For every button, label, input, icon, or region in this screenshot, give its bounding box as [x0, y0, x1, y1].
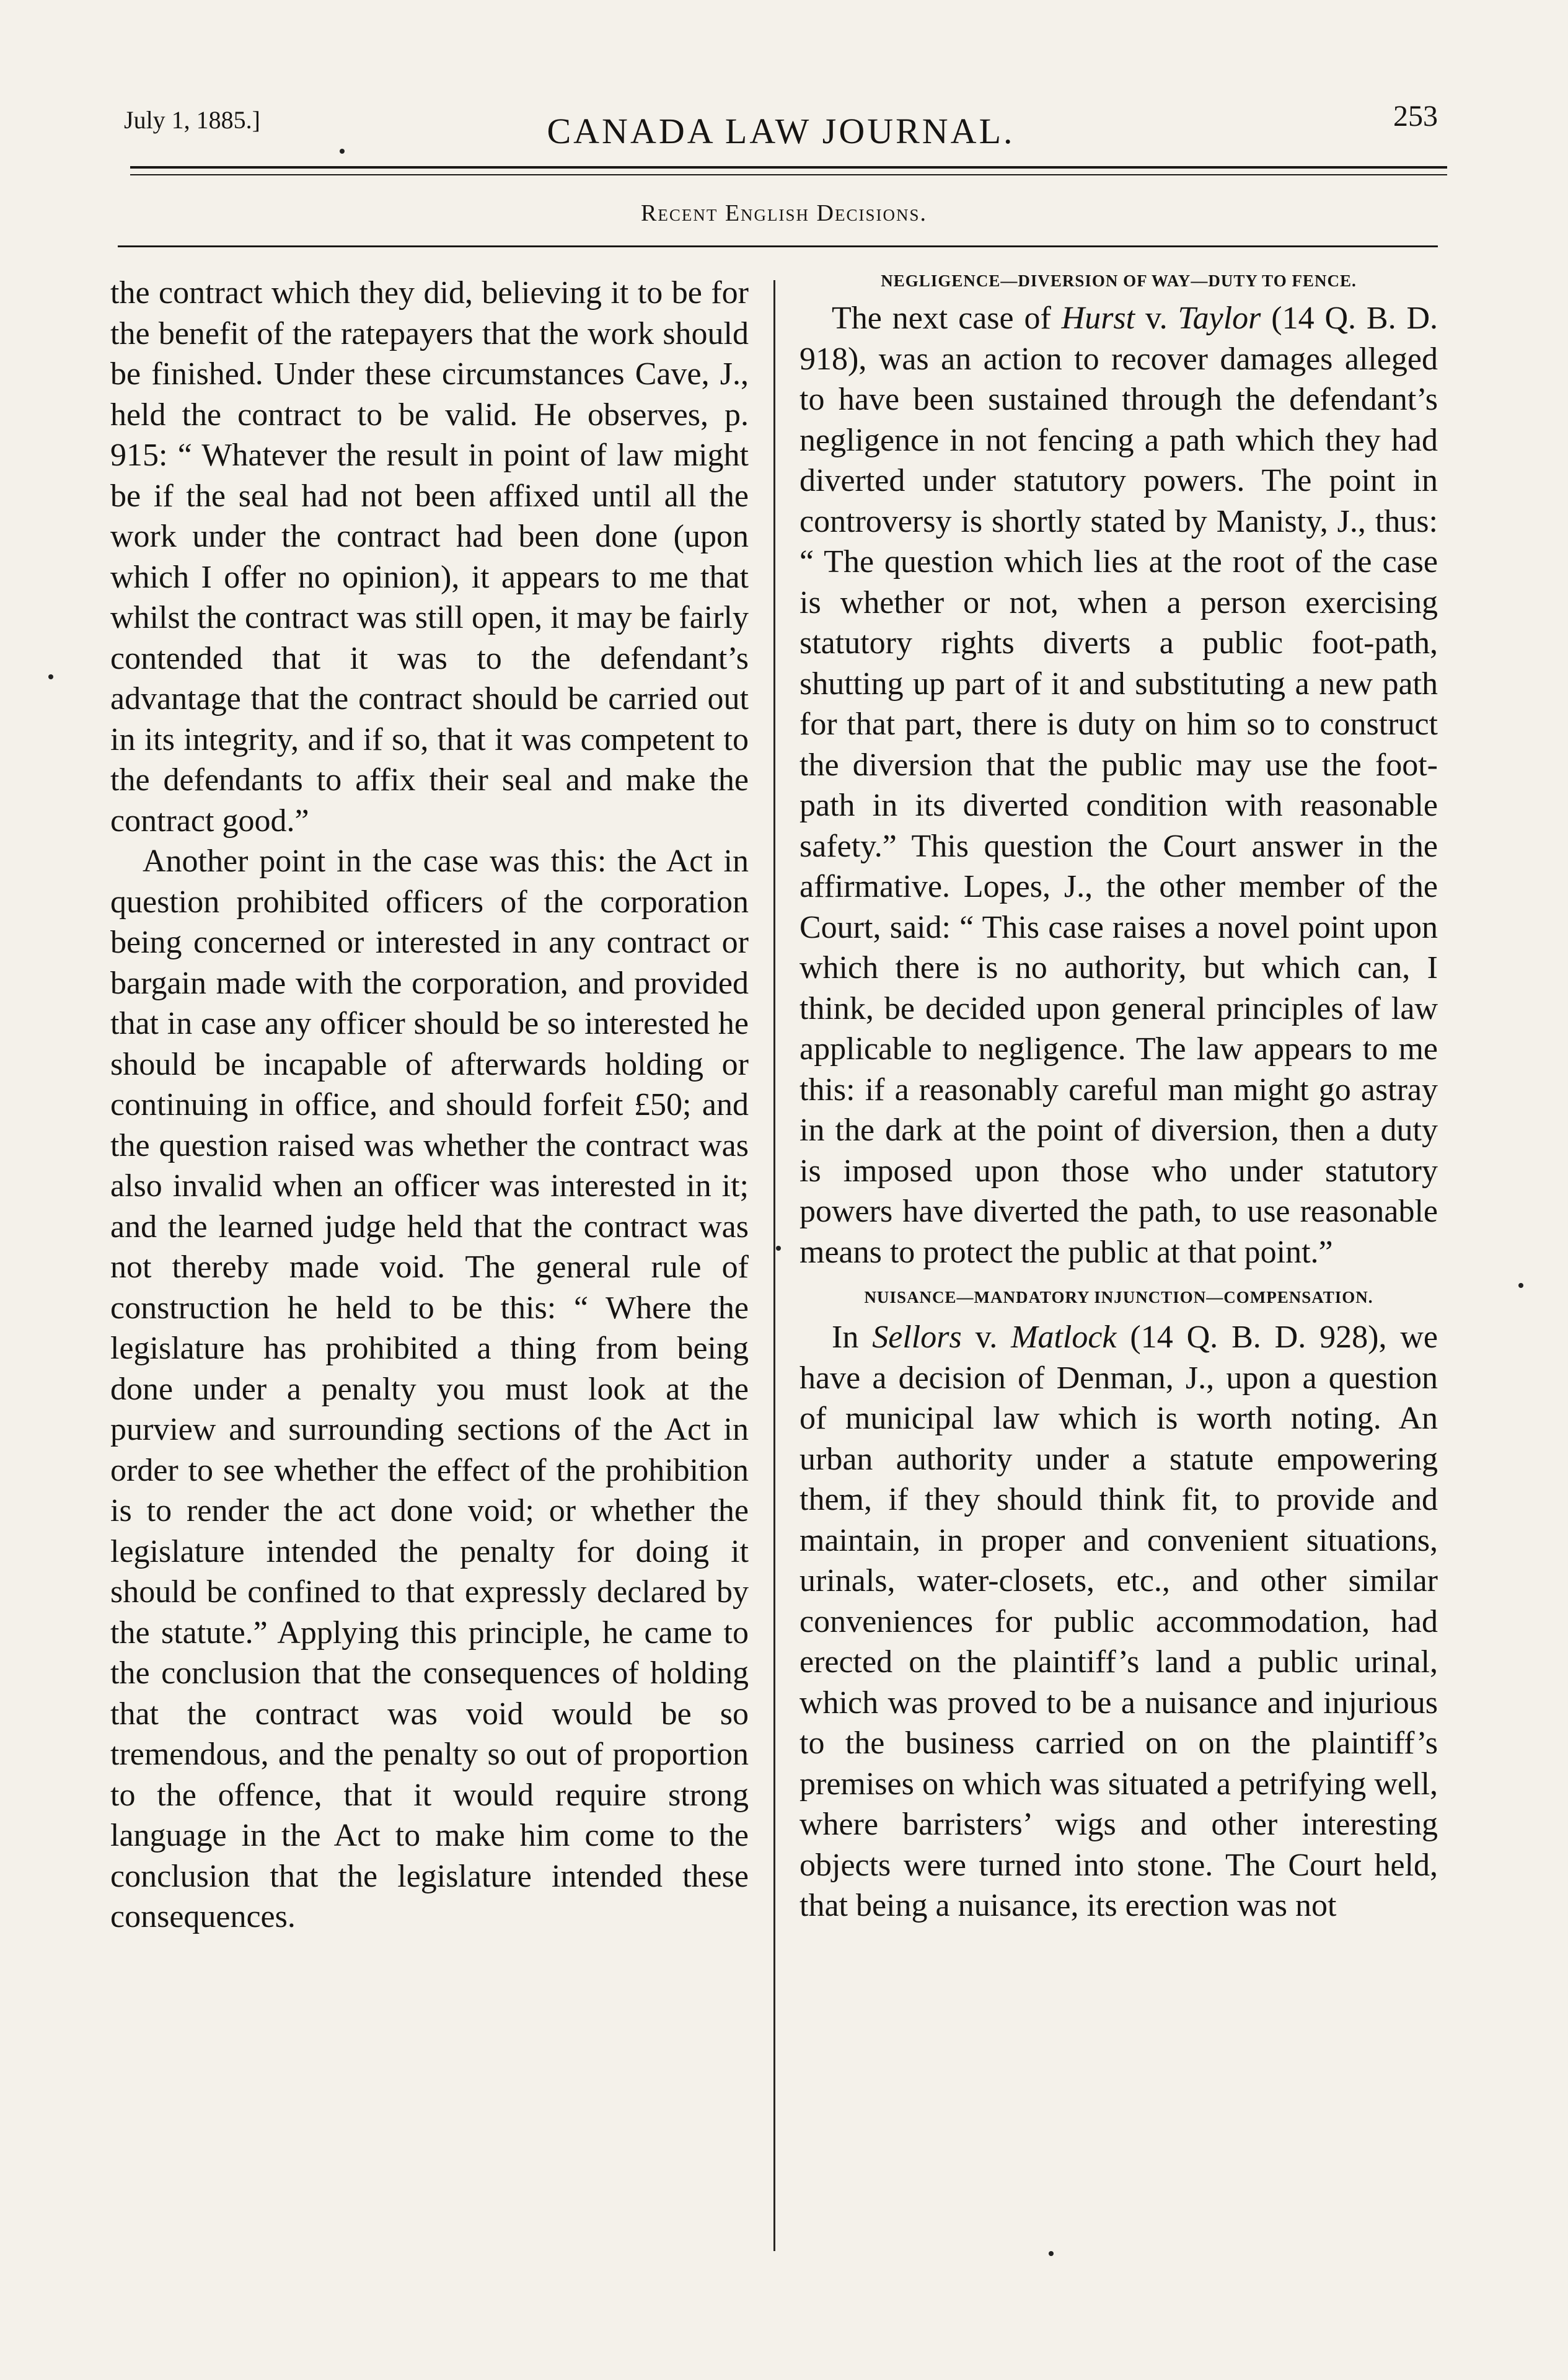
- left-paragraph-2: Another point in the case was this: the Act in question prohibited officers of the corporation being concerned or interested in any contract or bargain made with the corporation, and provided that in case any officer should be so interested he should be incapable of afterwards holding or continuing in office, and should forfeit £50; and the question raised was whether the contract was also invalid when an officer was interested in it; and the learned judge held that the contract was not thereby made void. The general rule of construction he held to be this: “ Where the legislature has prohibited a thing from being done under a penalty you must look at the purview and surrounding sections of the Act in order to see whether the effect of the prohibition is to render the act done void; or whether the legislature intended the penalty for doing it should be confined to that expressly declared by the statute.” Applying this principle, he came to the conclusion that the consequences of holding that the contract was void would be so tremendous, and the penalty so out of proportion to the offence, that it would require strong language in the Act to make him come to the conclusion that the legislature intended these consequences.: [110, 844, 749, 1934]
- versus: v.: [961, 1320, 1011, 1355]
- running-header: [118, 93, 1444, 151]
- versus: v.: [1135, 301, 1178, 336]
- left-paragraph-1: the contract which they did, believing it to be for the benefit of the ratepayers that the work should be finished. Under these circumstances Cave, J., held the contract to be valid. He observes, p. 915: “ Whatever the result in point of law might be if the seal had not been affixed until all the work under the contract had been done (upon which I offer no opinion), it appears to me that whilst the contract was still open, it may be fairly contended that it was to the defendant’s advantage that the contract should be carried out in its integrity, and if so, that it was competent to the defendants to affix their seal and make the contract good.”: [110, 275, 749, 839]
- page-number: 253: [1393, 100, 1438, 133]
- case-name: Matlock: [1011, 1320, 1117, 1355]
- paragraph-text: (14 Q. B. D. 918), was an action to recover damages alleged to have been sustained through the defendant’s negligence in not fencing a path which they had diverted under statutory powers. The point in controversy is shortly stated by Manisty, J., thus: “ The question which lies at the root of the case is whether or not, when a person exercising statutory rights diverts a public foot-path, shutting up part of it and substituting a new path for that part, there is duty on him so to construct the diversion that the public may use the foot-path in its diverted condition with reasonable safety.” This question the Court answer in the affirmative. Lopes, J., the other member of the Court, said: “ This case raises a novel point upon which there is no authority, but which can, I think, be decided upon general principles of law applicable to negligence. The law appears to me this: if a reasonably careful man might go astray in the dark at the point of diversion, then a duty is imposed upon those who under statutory powers have diverted the path, to use reasonable means to protect the public at that point.”: [799, 301, 1438, 1270]
- paragraph-text: (14 Q. B. D. 928), we have a decision of Denman, J., upon a question of municipal law which is worth noting. An urban authority under a statute empowering them, if they should think fit, to provide and maintain, in proper and convenient situations, urinals, water-closets, etc., and other similar conveniences for public accommodation, had erected on the plaintiff’s land a public urinal, which was proved to be a nuisance and injurious to the business carried on on the plaintiff’s premises on which was situated a petrifying well, where barristers’ wigs and other interesting objects were turned into stone. The Court held, that being a nuisance, its erection was not: [799, 1320, 1438, 1923]
- case-name: Taylor: [1178, 301, 1261, 336]
- header-rule-thick: [130, 166, 1447, 169]
- section-rule: [118, 245, 1438, 247]
- column-divider: [773, 280, 775, 2251]
- left-column: [110, 273, 749, 1937]
- ink-speck: [1049, 2251, 1054, 2256]
- header-rule-thin: [130, 174, 1447, 175]
- subheading-negligence: NEGLIGENCE—DIVERSION OF WAY—DUTY TO FENCE.: [881, 271, 1357, 290]
- ink-speck: [776, 1246, 781, 1251]
- journal-title: CANADA LAW JOURNAL.: [547, 111, 1015, 151]
- subheading-nuisance: NUISANCE—MANDATORY INJUNCTION—COMPENSATION.: [864, 1288, 1373, 1307]
- paragraph-text: The next case of: [832, 301, 1062, 336]
- case-name: Hurst: [1061, 301, 1135, 336]
- issue-date: July 1, 1885.]: [124, 106, 260, 134]
- case-name: Sellors: [872, 1320, 962, 1355]
- ink-speck: [48, 674, 53, 679]
- right-paragraph-2: [799, 1317, 1438, 1926]
- right-paragraph-1: [799, 298, 1438, 1272]
- ink-speck: [340, 149, 345, 154]
- ink-speck: [1518, 1283, 1523, 1288]
- paragraph-text: In: [832, 1320, 873, 1355]
- right-column: [799, 263, 1438, 1926]
- section-title: Recent English Decisions.: [641, 200, 927, 226]
